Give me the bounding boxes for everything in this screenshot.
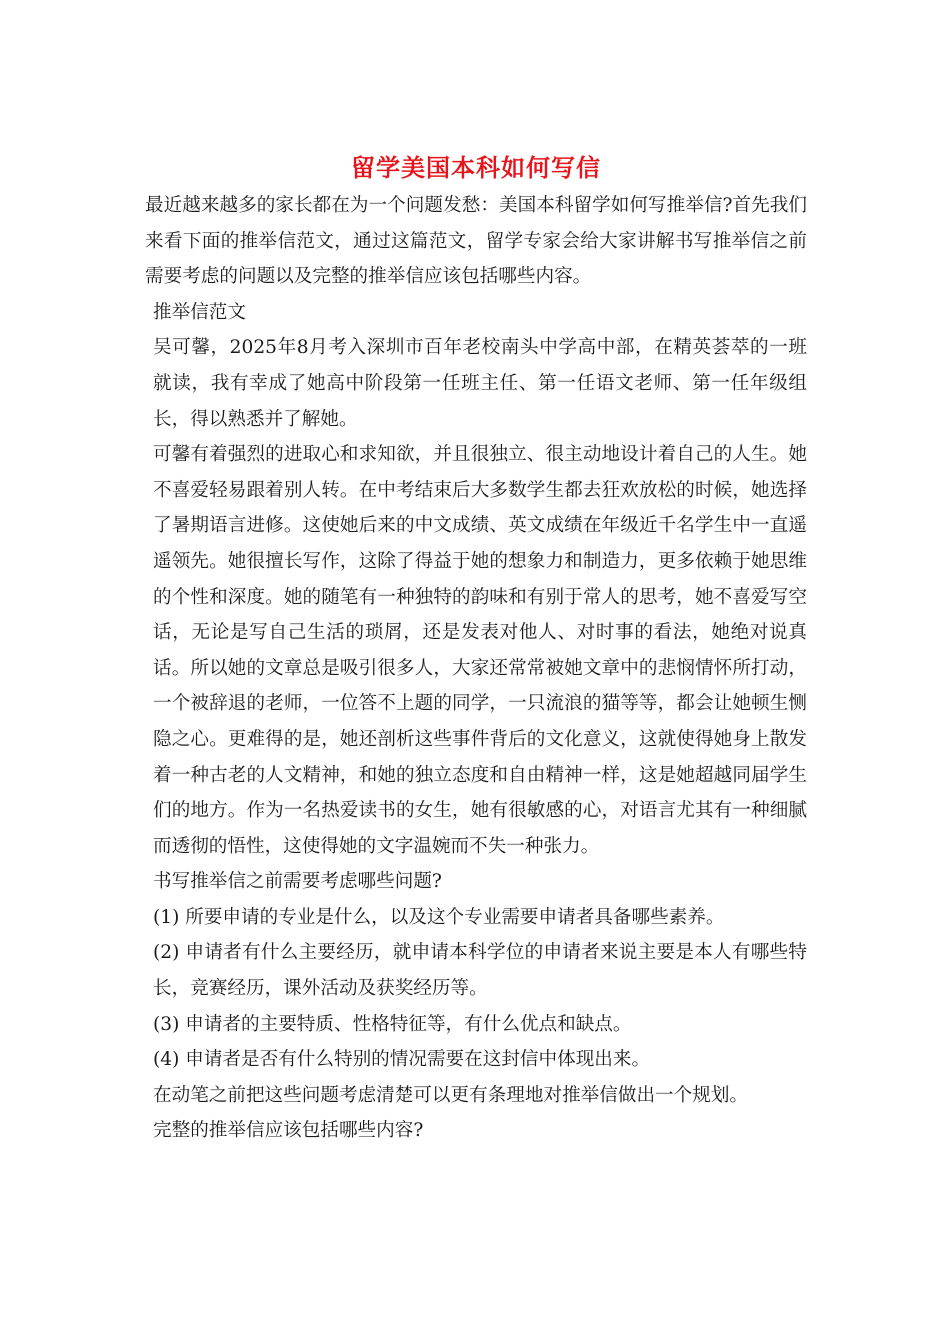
question-item-2: (2) 申请者有什么主要经历，就申请本科学位的申请者来说主要是本人有哪些特长，竞赛经历，课外活动及获奖经历等。 [153,942,807,1000]
sample-paragraph-2: 可馨有着强烈的进取心和求知欲，并且很独立、很主动地设计着自己的人生。她不喜爱轻易跟着别人转。在中考结束后大多数学生都去狂欢放松的时候，她选择了暑期语言进修。这使她后来的中文成绩、英文成绩在年级近千名学生中一直遥遥领先。她很擅长写作，这除了得益于她的想象力和制造力，更多依赖于她思维的个性和深度。她的随笔有一种独特的韵味和有别于常人的思考，她不喜爱写空话，无论是写自己生活的琐屑，还是发表对他人、对时事的看法，她绝对说真话。所以她的文章总是吸引很多人，大家还常常被她文章中的悲悯情怀所打动，一个被辞退的老师，一位答不上题的同学，一只流浪的猫等等，都会让她顿生恻隐之心。更难得的是，她还剖析这些事件背后的文化意义，这就使得她身上散发着一种古老的人文精神，和她的独立态度和自由精神一样，这是她超越同届学生们的地方。作为一名热爱读书的女生，她有很敏感的心，对语言尤其有一种细腻而透彻的悟性，这使得她的文字温婉而不失一种张力。 [153,444,807,857]
question-item-1: (1) 所要申请的专业是什么，以及这个专业需要申请者具备哪些素养。 [153,906,725,928]
planning-note: 在动笔之前把这些问题考虑清楚可以更有条理地对推举信做出一个规划。 [153,1084,749,1106]
question-item-4: (4) 申请者是否有什么特别的情况需要在这封信中体现出来。 [153,1049,651,1071]
contents-heading: 完整的推举信应该包括哪些内容? [153,1120,424,1142]
sample-heading: 推举信范文 [153,301,246,323]
document-title: 留学美国本科如何写信 [351,153,601,182]
intro-paragraph: 最近越来越多的家长都在为一个问题发愁：美国本科留学如何写推举信?首先我们来看下面的推举信范文，通过这篇范文，留学专家会给大家讲解书写推举信之前需要考虑的问题以及完整的推举信应该包括哪些内容。 [145,195,807,288]
sample-paragraph-1: 吴可馨，2025年8月考入深圳市百年老校南头中学高中部，在精英荟萃的一班就读，我有幸成了她高中阶段第一任班主任、第一任语文老师、第一任年级组长，得以熟悉并了解她。 [153,337,807,430]
question-item-3: (3) 申请者的主要特质、性格特征等，有什么优点和缺点。 [153,1013,632,1035]
document-page [145,150,807,1149]
questions-heading: 书写推举信之前需要考虑哪些问题? [153,871,442,893]
